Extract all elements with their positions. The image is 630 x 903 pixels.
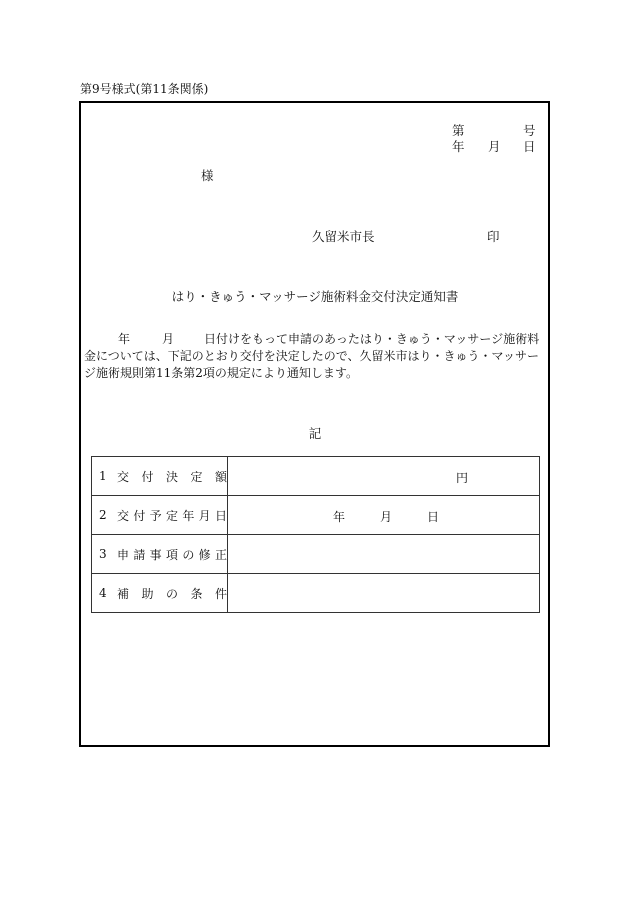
item-value-cell bbox=[228, 535, 540, 574]
body-month: 月 bbox=[162, 332, 175, 346]
scheduled-month: 月 bbox=[380, 510, 393, 524]
item-label: 交 付 予 定 年 月 日 bbox=[117, 508, 227, 523]
number-prefix: 第 bbox=[452, 123, 465, 138]
body-year: 年 bbox=[118, 332, 131, 346]
currency-unit: 円 bbox=[456, 471, 469, 485]
date-day: 日 bbox=[523, 139, 536, 154]
item-value-cell bbox=[228, 457, 540, 496]
number-suffix: 号 bbox=[523, 123, 536, 138]
item-number: 3 bbox=[99, 547, 107, 561]
item-value-cell bbox=[228, 496, 540, 535]
addressee-suffix: 様 bbox=[201, 168, 214, 183]
item-label: 申 請 事 項 の 修 正 bbox=[117, 547, 227, 562]
table-row bbox=[92, 574, 540, 613]
item-label: 補 助 の 条 件 bbox=[117, 586, 227, 601]
form-number-label: 第9号様式(第11条関係) bbox=[80, 82, 209, 96]
item-number: 2 bbox=[99, 508, 107, 522]
table-row bbox=[92, 457, 540, 496]
scheduled-day: 日 bbox=[427, 510, 440, 524]
item-value-cell bbox=[228, 574, 540, 613]
body-text: 日付けをもって申請のあったはり・きゅう・マッサージ施術料金については、下記のとおり交付を決定したので、久留米市はり・きゅう・マッサージ施術規則第11条第2項の規定により通知します。 bbox=[84, 332, 540, 380]
items-table bbox=[91, 456, 540, 613]
seal-mark: 印 bbox=[487, 229, 500, 244]
scheduled-year: 年 bbox=[333, 510, 346, 524]
notice-body bbox=[84, 331, 546, 382]
item-number: 1 bbox=[99, 469, 107, 483]
item-number: 4 bbox=[99, 586, 107, 600]
document-title: はり・きゅう・マッサージ施術料金交付決定通知書 bbox=[171, 289, 459, 304]
date-month: 月 bbox=[488, 139, 501, 154]
table-row bbox=[92, 535, 540, 574]
issuer-title: 久留米市長 bbox=[312, 229, 375, 244]
date-year: 年 bbox=[452, 139, 465, 154]
item-label: 交 付 決 定 額 bbox=[117, 469, 227, 484]
ki-heading: 記 bbox=[308, 426, 322, 441]
table-row bbox=[92, 496, 540, 535]
